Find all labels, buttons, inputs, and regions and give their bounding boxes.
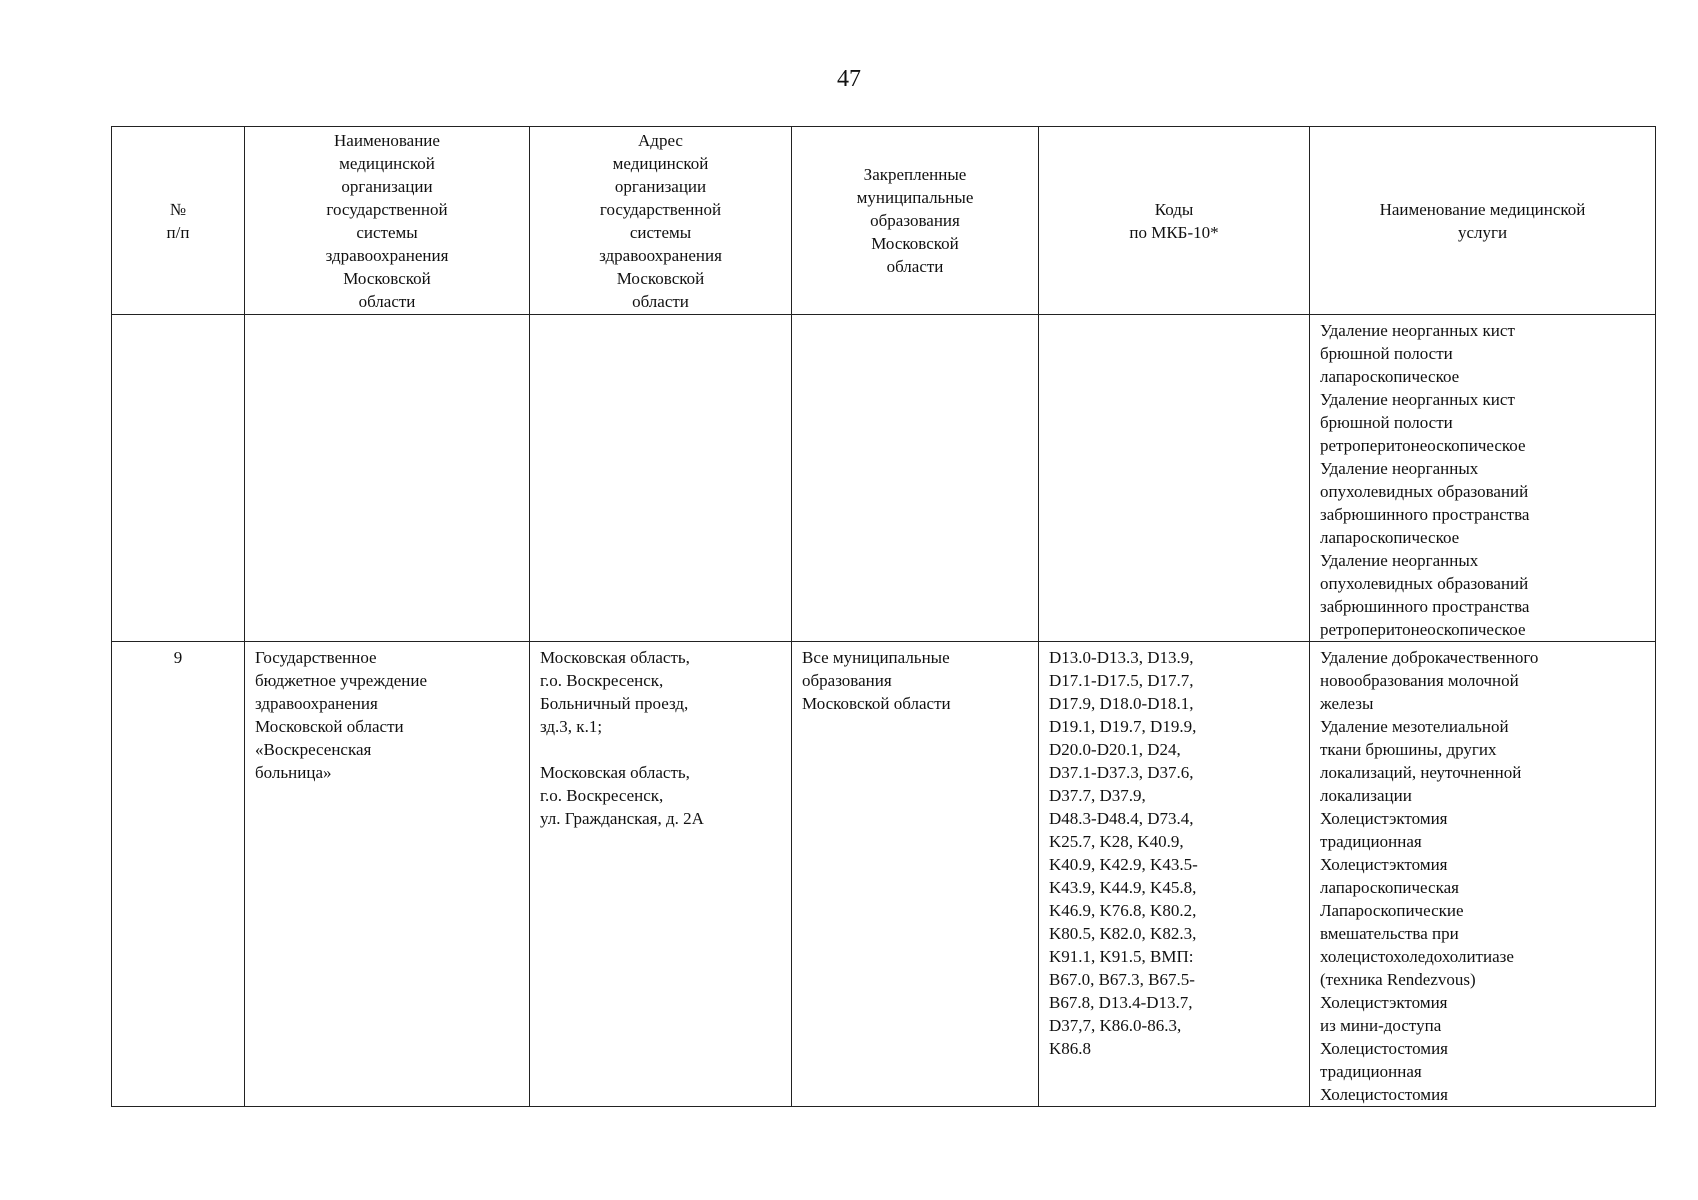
text-line: Удаление неорганных кист [1320,390,1515,409]
text-line: системы [629,222,692,242]
text-line: традиционная [1320,832,1422,851]
text-line: образования [802,671,892,690]
text-line: по МКБ-10* [1129,222,1219,242]
header-service [1310,127,1656,315]
text-line: ретроперитонеоскопическое [1320,620,1526,639]
text-line: системы [356,222,418,242]
address-gap [540,738,781,761]
text-line: лапароскопическое [1320,367,1460,386]
text-line: D13.0-D13.3, D13.9, [1049,648,1194,667]
header-organization [245,127,530,315]
text-line: организации [341,176,433,196]
text-line: брюшной полости [1320,344,1453,363]
text-line: локализации [1320,786,1412,805]
text-line: Московской [871,234,959,253]
text-line: традиционная [1320,1062,1422,1081]
text-line: лапароскопическое [1320,528,1460,547]
text-line: Все муниципальные [802,648,950,667]
cell-service [1310,642,1656,1107]
text-line: Удаление неорганных [1320,459,1479,478]
text-line: забрюшинного пространства [1320,597,1530,616]
header-municipal [792,127,1039,315]
text-line: зд.3, к.1; [540,717,603,736]
text-line: здравоохранения [599,245,722,265]
text-line: Удаление неорганных [1320,551,1479,570]
text-line: больница» [255,763,332,782]
header-num [112,127,245,315]
text-line: D37.1-D37.3, D37.6, [1049,763,1194,782]
text-line: Холецистэктомия [1320,855,1448,874]
text-line: железы [1320,694,1374,713]
cell-address-empty [530,315,792,642]
text-line: опухолевидных образований [1320,574,1529,593]
text-line: B67.0, B67.3, B67.5- [1049,970,1195,989]
text-line: Государственное [255,648,377,667]
text-line: Холецистостомия [1320,1039,1448,1058]
text-line: K46.9, K76.8, K80.2, [1049,901,1197,920]
text-line: брюшной полости [1320,413,1453,432]
text-line: Коды [1154,199,1194,219]
cell-municipal [792,642,1039,1107]
text-line: (техника Rendezvous) [1320,970,1476,989]
text-line: бюджетное учреждение [255,671,428,690]
text-line: K40.9, K42.9, K43.5- [1049,855,1198,874]
text-line: Удаление мезотелиальной [1320,717,1509,736]
cell-codes-empty [1039,315,1310,642]
text-line: вмешательства при [1320,924,1459,943]
text-line: Лапароскопические [1320,901,1464,920]
text-line: D37.7, D37.9, [1049,786,1146,805]
header-address [530,127,792,315]
text-line: № [169,199,187,219]
text-line: медицинской [612,153,709,173]
text-line: лапароскопическая [1320,878,1459,897]
text-line: муниципальные [856,188,974,207]
text-line: «Воскресенская [255,740,372,759]
text-line: Холецистэктомия [1320,993,1448,1012]
text-line: B67.8, D13.4-D13.7, [1049,993,1193,1012]
header-codes [1039,127,1310,315]
text-line: области [632,291,689,311]
text-line: K80.5, K82.0, K82.3, [1049,924,1197,943]
text-line: Холецистэктомия [1320,809,1448,828]
text-line: ул. Гражданская, д. 2А [540,809,704,828]
text-line: K25.7, K28, K40.9, [1049,832,1184,851]
table-row-9 [112,642,1656,1107]
text-line: K86.8 [1049,1039,1092,1058]
text-line: г.о. Воскресенск, [540,671,664,690]
text-line: Московской [616,268,705,288]
text-line: ткани брюшины, других [1320,740,1497,759]
cell-service-continued [1310,315,1656,642]
address-block-2 [540,761,781,830]
cell-org-empty [245,315,530,642]
table-header-row [112,127,1656,315]
text-line: области [358,291,416,311]
text-line: забрюшинного пространства [1320,505,1530,524]
text-line: п/п [166,222,190,242]
text-line: K91.1, K91.5, ВМП: [1049,947,1194,966]
services-table [111,126,1656,1107]
text-line: холецистохоледохолитиазе [1320,947,1514,966]
cell-municipal-empty [792,315,1039,642]
text-line: Московской [343,268,431,288]
text-line: опухолевидных образований [1320,482,1529,501]
text-line: Московской области [255,717,404,736]
text-line: области [886,257,944,276]
text-line: здравоохранения [325,245,449,265]
cell-organization [245,642,530,1107]
text-line: Удаление неорганных кист [1320,321,1515,340]
text-line: Закрепленные [863,165,967,184]
text-line: D19.1, D19.7, D19.9, [1049,717,1197,736]
text-line: здравоохранения [255,694,378,713]
text-line: организации [614,176,707,196]
text-line: государственной [599,199,722,219]
text-line: Московская область, [540,648,690,667]
text-line: D17.9, D18.0-D18.1, [1049,694,1194,713]
text-line: г.о. Воскресенск, [540,786,664,805]
text-line: D48.3-D48.4, D73.4, [1049,809,1194,828]
text-line: D20.0-D20.1, D24, [1049,740,1181,759]
text-line: Московской области [802,694,951,713]
text-line: новообразования молочной [1320,671,1519,690]
text-line: из мини-доступа [1320,1016,1442,1035]
table-row-continued [112,315,1656,642]
text-line: Наименование [334,130,440,150]
text-line: Больничный проезд, [540,694,689,713]
address-block-1 [540,646,781,738]
text-line: D17.1-D17.5, D17.7, [1049,671,1194,690]
text-line: Холецистостомия [1320,1085,1448,1104]
text-line: государственной [326,199,448,219]
text-line: локализаций, неуточненной [1320,763,1522,782]
text-line: K43.9, K44.9, K45.8, [1049,878,1197,897]
text-line: медицинской [339,153,435,173]
text-line: услуги [1457,222,1508,242]
cell-codes [1039,642,1310,1107]
cell-num: 9 [112,642,245,1107]
text-line: D37,7, K86.0-86.3, [1049,1016,1182,1035]
text-line: образования [870,211,960,230]
page-number: 47 [837,66,861,92]
text-line: Московская область, [540,763,690,782]
text-line: ретроперитонеоскопическое [1320,436,1526,455]
cell-num-empty [112,315,245,642]
text-line: Адрес [638,130,683,150]
text-line: Удаление доброкачественного [1320,648,1539,667]
cell-address [530,642,792,1107]
text-line: Наименование медицинской [1379,199,1586,219]
